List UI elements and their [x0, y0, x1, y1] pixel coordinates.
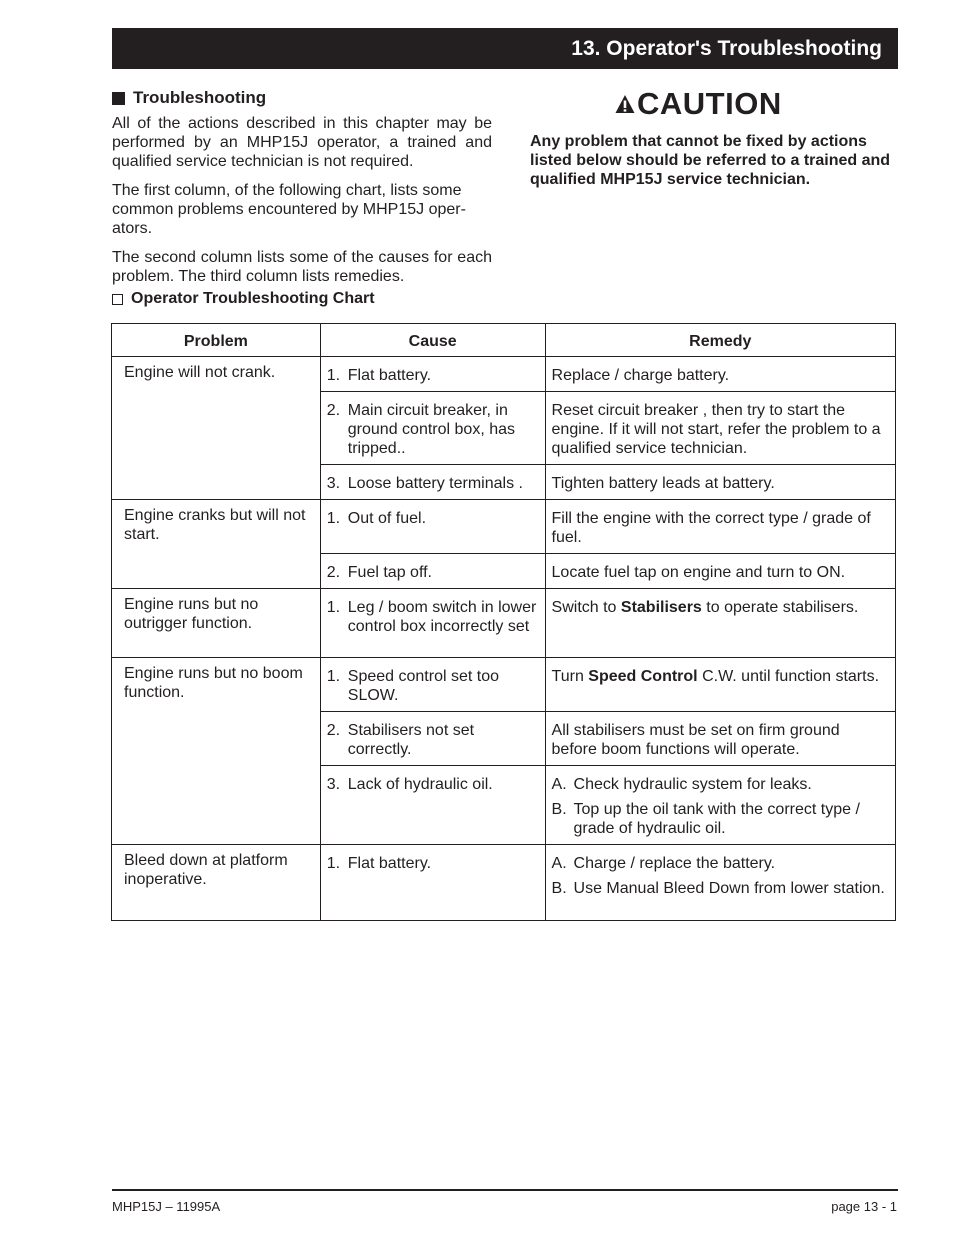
table-row	[112, 589, 896, 658]
remedy-cell: Fill the engine with the correct type / grade of fuel.	[545, 500, 895, 554]
bold-term: Speed Control	[588, 668, 698, 685]
problem-cell: Engine cranks but will not start.	[112, 500, 321, 589]
intro-paragraph: All of the actions described in this chapter may be performed by an MHP15J operator, a trained and qualified service technician is not required.	[112, 115, 492, 170]
remedy-cell: Tighten battery leads at battery.	[545, 465, 895, 500]
column-header-remedy: Remedy	[545, 324, 895, 357]
intro-paragraph: The second column lists some of the causes for each problem. The third column lists remedies.	[112, 249, 492, 285]
checkbox-bullet-icon	[112, 294, 123, 305]
footer-page-number: page 13 - 1	[831, 1199, 897, 1214]
problem-cell: Bleed down at platform inoperative.	[112, 845, 321, 921]
table-row	[112, 357, 896, 392]
chapter-title: 13. Operator's Troubleshooting	[571, 37, 882, 60]
intro-paragraph: The first column, of the following chart, lists some common problems encountered by MHP15J oper-ators.	[112, 182, 466, 237]
cause-cell: 2. Main circuit breaker, in ground control box, has tripped..	[320, 392, 545, 465]
remedy-cell: A. Charge / replace the battery. B. Use Manual Bleed Down from lower station.	[545, 845, 895, 921]
cause-cell: 1. Speed control set too SLOW.	[320, 658, 545, 712]
remedy-cell: Reset circuit breaker , then try to start the engine. If it will not start, refer the problem to a qualified service technician.	[545, 392, 895, 465]
chapter-header	[112, 28, 898, 69]
troubleshooting-heading-text: Troubleshooting	[133, 88, 267, 107]
footer-document-id: MHP15J – 11995A	[112, 1199, 221, 1214]
remedy-cell: A. Check hydraulic system for leaks. B. Top up the oil tank with the correct type / grade of hydraulic oil.	[545, 766, 895, 845]
cause-cell: 2. Stabilisers not set correctly.	[320, 712, 545, 766]
cause-cell: 1. Leg / boom switch in lower control box incorrectly set	[320, 589, 545, 658]
cause-cell: 3. Loose battery terminals .	[320, 465, 545, 500]
cause-cell: 3. Lack of hydraulic oil.	[320, 766, 545, 845]
caution-title	[615, 86, 782, 122]
bold-term: Stabilisers	[620, 599, 702, 616]
remedy-cell: Turn Speed Control C.W. until function starts.	[545, 658, 895, 712]
cause-cell: 2. Fuel tap off.	[320, 554, 545, 589]
cause-cell: 1. Flat battery.	[320, 845, 545, 921]
chart-heading-text: Operator Troubleshooting Chart	[131, 290, 375, 307]
table-row	[112, 845, 896, 921]
troubleshooting-chart	[111, 323, 896, 921]
troubleshooting-heading	[112, 88, 266, 108]
footer-divider	[112, 1189, 898, 1191]
caution-text: Any problem that cannot be fixed by actions listed below should be referred to a trained and qualified MHP15J service technician.	[530, 133, 891, 188]
problem-cell: Engine runs but no boom function.	[112, 658, 321, 845]
table-header-row	[112, 324, 896, 357]
remedy-cell: Locate fuel tap on engine and turn to ON.	[545, 554, 895, 589]
table-row	[112, 658, 896, 712]
problem-cell: Engine will not crank.	[112, 357, 321, 500]
warning-triangle-icon	[615, 94, 635, 114]
table-row	[112, 500, 896, 554]
chart-heading	[112, 290, 375, 308]
remedy-cell: Replace / charge battery.	[545, 357, 895, 392]
problem-cell: Engine runs but no outrigger function.	[112, 589, 321, 658]
square-bullet-icon	[112, 92, 125, 105]
cause-cell: 1. Out of fuel.	[320, 500, 545, 554]
column-header-cause: Cause	[320, 324, 545, 357]
remedy-cell: All stabilisers must be set on firm ground before boom functions will operate.	[545, 712, 895, 766]
intro-text	[112, 114, 492, 296]
remedy-cell: Switch to Stabilisers to operate stabilisers.	[545, 589, 895, 658]
cause-cell: 1. Flat battery.	[320, 357, 545, 392]
column-header-problem: Problem	[112, 324, 321, 357]
caution-title-text: CAUTION	[637, 86, 782, 121]
